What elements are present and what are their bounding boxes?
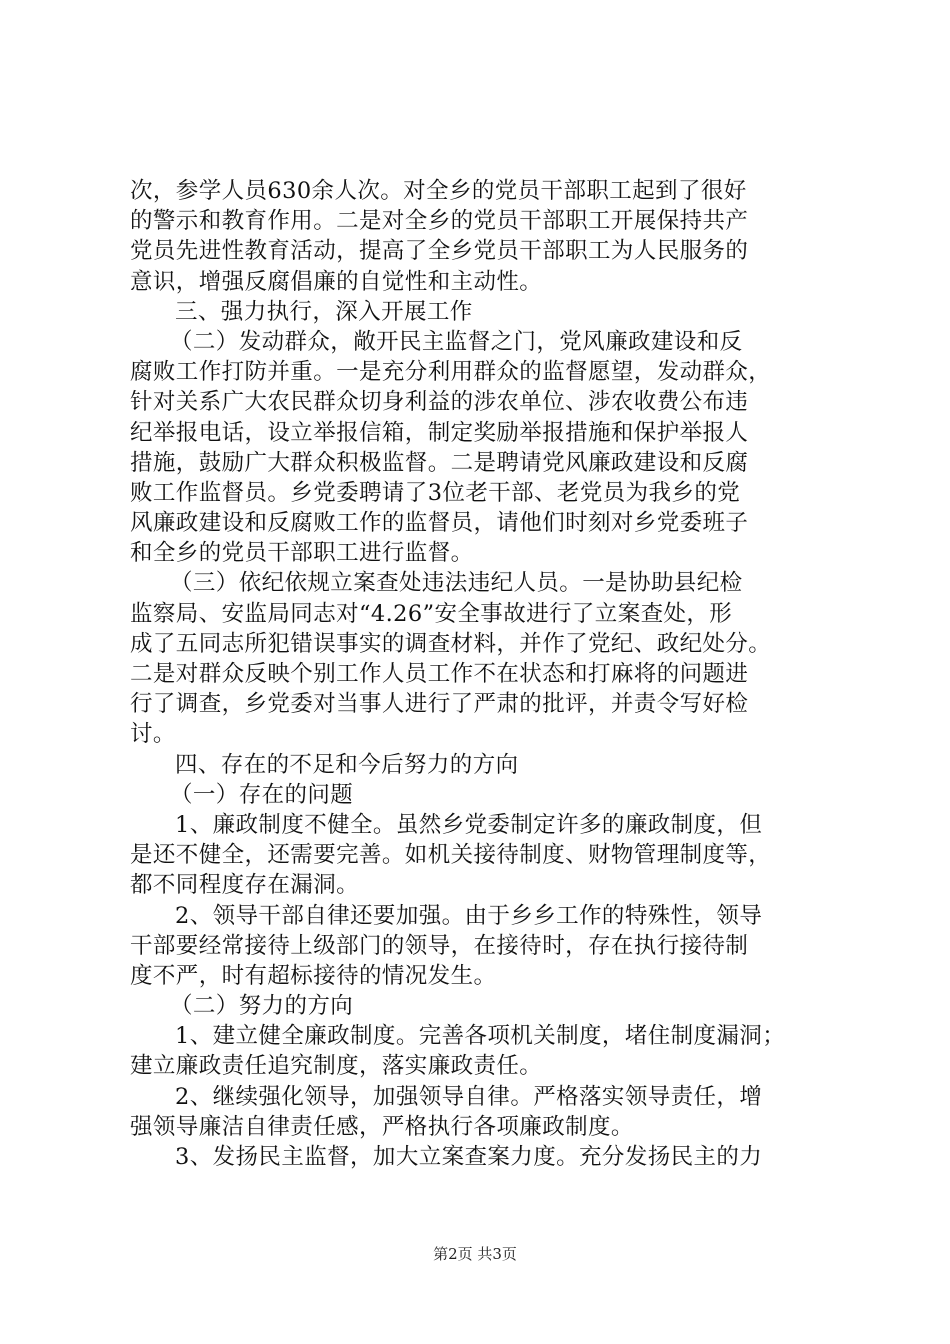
body-line: 都不同程度存在漏洞。	[130, 872, 360, 899]
body-line: 成了五同志所犯错误事实的调查材料，并作了党纪、政纪处分。	[130, 630, 772, 657]
body-line: 针对关系广大农民群众切身利益的涉农单位、涉农收费公布违	[130, 389, 749, 416]
body-line: 干部要经常接待上级部门的领导，在接待时，存在执行接待制	[130, 932, 749, 959]
body-line: 讨。	[130, 721, 176, 748]
page-footer	[0, 1243, 950, 1264]
body-line: 二是对群众反映个别工作人员工作不在状态和打麻将的问题进	[130, 661, 749, 687]
body-line: 强领导廉洁自律责任感，严格执行各项廉政制度。	[130, 1113, 634, 1140]
body-line: 度不严，时有超标接待的情况发生。	[130, 962, 497, 989]
body-line: 和全乡的党员干部职工进行监督。	[130, 540, 474, 567]
body-line: 意识，增强反腐倡廉的自觉性和主动性。	[130, 268, 543, 295]
body-line: 腐败工作打防并重。一是充分利用群众的监督愿望，发动群众，	[130, 359, 772, 386]
body-line: 是还不健全，还需要完善。如机关接待制度、财物管理制度等，	[130, 842, 772, 869]
section-heading: 三、强力执行，深入开展工作	[175, 298, 473, 325]
paragraph-start: （二）发动群众，敞开民主监督之门，党风廉政建设和反	[170, 328, 743, 355]
paragraph-start: 1、廉政制度不健全。虽然乡党委制定许多的廉政制度，但	[175, 811, 763, 838]
body-line: 纪举报电话，设立举报信箱，制定奖励举报措施和保护举报人	[130, 419, 749, 446]
page-number: 第2页 共3页	[433, 1245, 517, 1263]
body-line: 措施，鼓励广大群众积极监督。二是聘请党风廉政建设和反腐	[130, 449, 749, 476]
body-line: 行了调查，乡党委对当事人进行了严肃的批评，并责令写好检	[130, 691, 749, 718]
paragraph-start: 2、继续强化领导，加强领导自律。严格落实领导责任，增	[175, 1083, 763, 1110]
subsection-heading: （二）努力的方向	[170, 993, 354, 1020]
document-body	[130, 176, 832, 1172]
body-line: 风廉政建设和反腐败工作的监督员，请他们时刻对乡党委班子	[130, 510, 749, 537]
paragraph-start: 2、领导干部自律还要加强。由于乡乡工作的特殊性，领导	[175, 902, 763, 929]
subsection-heading: （一）存在的问题	[170, 781, 354, 808]
paragraph-start: 3、发扬民主监督，加大立案查案力度。充分发扬民主的力	[175, 1144, 763, 1170]
section-heading: 四、存在的不足和今后努力的方向	[175, 751, 519, 778]
paragraph-start: （三）依纪依规立案查处违法违纪人员。一是协助县纪检	[170, 570, 743, 597]
body-line: 败工作监督员。乡党委聘请了3位老干部、老党员为我乡的党	[130, 479, 741, 506]
paragraph-start: 1、建立健全廉政制度。完善各项机关制度，堵住制度漏洞；	[175, 1023, 786, 1050]
body-line: 监察局、安监局同志对“4.26”安全事故进行了立案查处，形	[130, 600, 733, 627]
body-line: 的警示和教育作用。二是对全乡的党员干部职工开展保持共产	[130, 208, 749, 235]
body-line: 党员先进性教育活动，提高了全乡党员干部职工为人民服务的	[130, 238, 749, 265]
body-line: 次，参学人员630余人次。对全乡的党员干部职工起到了很好	[130, 178, 747, 204]
body-line: 建立廉政责任追究制度，落实廉政责任。	[130, 1053, 543, 1080]
